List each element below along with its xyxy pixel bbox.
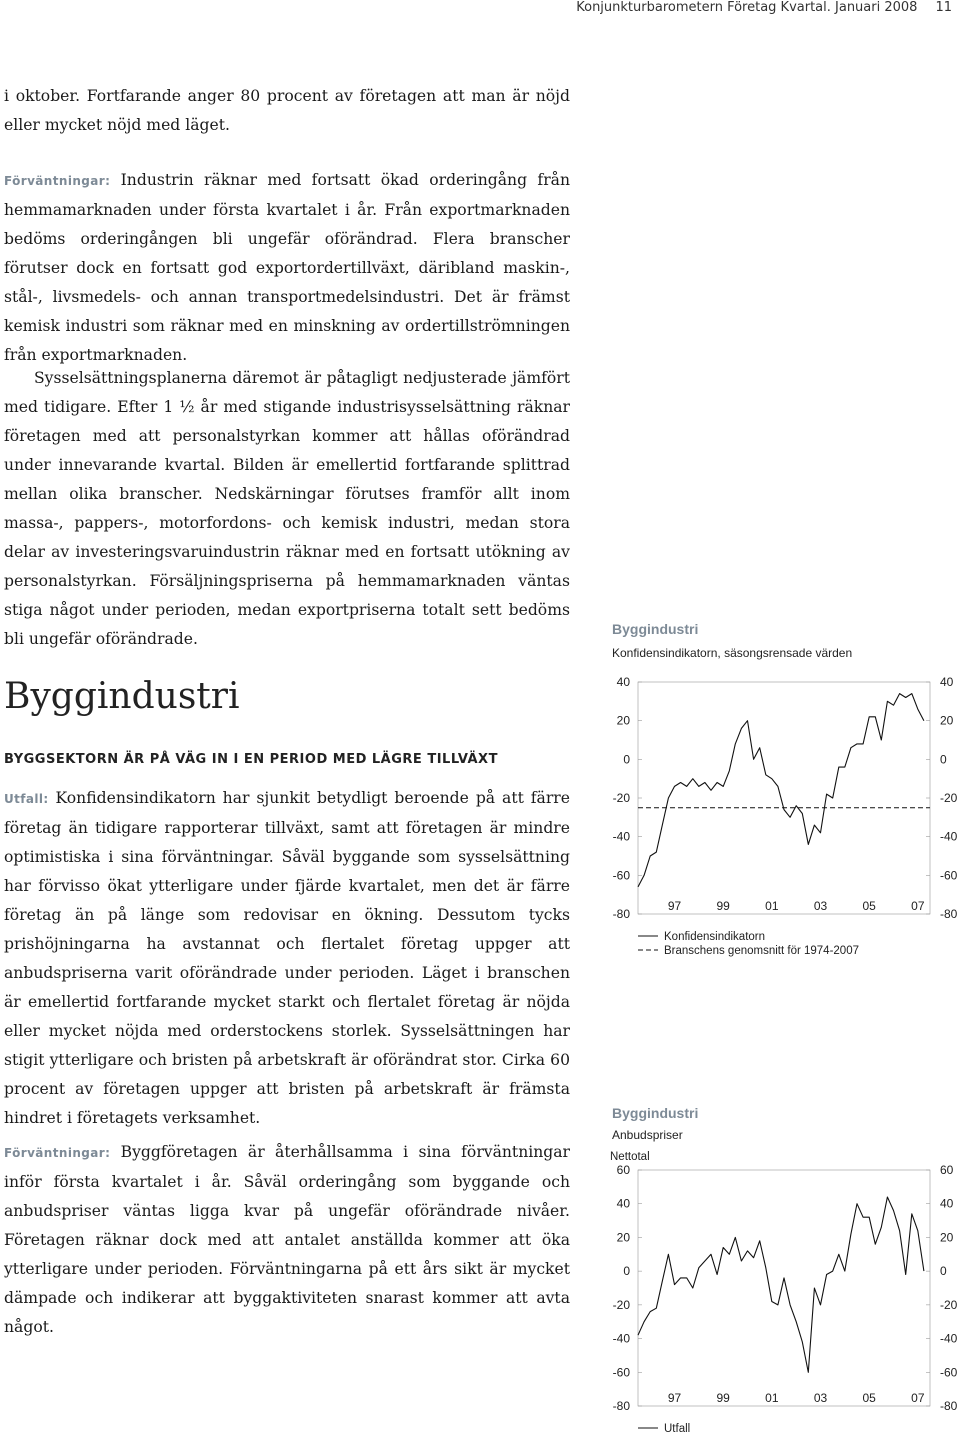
chart-title: Byggindustri xyxy=(612,621,699,637)
y-axis-label: Nettotal xyxy=(610,1151,650,1163)
x-tick-label: 99 xyxy=(716,1391,730,1405)
paragraph-text: Sysselsättningsplanerna däremot är påtagligt nedjusterade jämfört med tidigare. Efter 1 ½ år med stigande industrisysselsättning räknar företagen med att personalstyrkan kommer att hållas oförändrad under innevarande kvartal. Bilden är emellertid fortfarande splittrad mellan olika branscher. Nedskärningar förutses framför allt inom massa-, pappers-, motorfordons- och kemisk industri, medan stora delar av investeringsvaruindustrin räknar med en fortsatt utökning av personalstyrkan. Försäljningspriserna på hemmamarknaden väntas stiga något under perioden, medan exportpriserna totalt sett bedöms bli ungefär oförändrade. xyxy=(4,369,570,648)
paragraph-outcome xyxy=(4,784,570,1133)
y-tick-label-right: -20 xyxy=(940,1297,958,1312)
y-tick-label-right: 20 xyxy=(940,713,954,728)
y-tick-label-left: -80 xyxy=(612,1399,630,1413)
y-tick-label-right: -80 xyxy=(940,1399,958,1413)
y-tick-label-right: 0 xyxy=(940,752,947,767)
x-tick-label: 97 xyxy=(667,1391,682,1405)
chart-subtitle: Konfidensindikatorn, säsongsrensade värden xyxy=(612,646,853,660)
page-number: 11 xyxy=(935,0,952,15)
y-tick-label-left: -60 xyxy=(612,868,630,883)
y-tick-label-right: -60 xyxy=(940,868,958,883)
y-tick-label-right: 0 xyxy=(940,1264,947,1279)
paragraph-expectations-construction xyxy=(4,1138,570,1342)
y-tick-label-left: 0 xyxy=(623,1264,630,1279)
x-tick-label: 97 xyxy=(667,899,682,913)
chart-confidence-indicator xyxy=(590,612,960,972)
x-tick-label: 05 xyxy=(862,899,876,913)
plot-frame xyxy=(638,682,930,914)
y-tick-label-left: -20 xyxy=(612,791,630,805)
x-tick-label: 07 xyxy=(911,1391,925,1405)
y-tick-label-left: -40 xyxy=(612,829,630,844)
paragraph-text: Industrin räknar med fortsatt ökad orderingång från hemmamarknaden under första kvartalet i år. Från exportmarknaden bedöms orderingången bli ungefär oförändrad. Flera branscher förutser dock en fortsatt god exportordertillväxt, däribland maskin-, stål-, livsmedels- och annan transportmedelsindustri. Det är främst kemisk industri som räknar med en minskning av ordertillströmningen från exportmarknaden. xyxy=(4,171,570,364)
running-header xyxy=(576,0,952,26)
running-header-title: Konjunkturbarometern Företag Kvartal. Januari 2008 xyxy=(576,0,918,15)
x-tick-label: 01 xyxy=(765,899,779,913)
legend-label: Konfidensindikatorn xyxy=(664,931,766,943)
x-tick-label: 05 xyxy=(862,1391,876,1405)
y-tick-label-left: 40 xyxy=(616,675,630,689)
paragraph-text: i oktober. Fortfarande anger 80 procent av företagen att man är nöjd eller mycket nöjd med läget. xyxy=(4,87,570,134)
series-line-1 xyxy=(638,694,924,887)
y-tick-label-right: -40 xyxy=(940,829,958,844)
y-tick-label-right: 60 xyxy=(940,1163,954,1177)
x-tick-label: 03 xyxy=(813,1391,828,1405)
y-tick-label-left: 60 xyxy=(616,1163,630,1177)
legend-label: Branschens genomsnitt för 1974-2007 xyxy=(664,945,859,957)
y-tick-label-left: -40 xyxy=(612,1331,630,1346)
legend-label: Utfall xyxy=(664,1423,691,1435)
paragraph-continuation xyxy=(4,82,570,140)
x-tick-label: 03 xyxy=(813,899,828,913)
y-tick-label-left: -60 xyxy=(612,1365,630,1380)
y-tick-label-right: -20 xyxy=(940,791,958,805)
y-tick-label-left: -80 xyxy=(612,907,630,921)
y-tick-label-left: 40 xyxy=(616,1196,630,1211)
x-tick-label: 99 xyxy=(716,899,730,913)
paragraph-expectations-industry xyxy=(4,166,570,370)
section-title: Byggindustri xyxy=(4,676,240,717)
y-tick-label-right: 40 xyxy=(940,1196,954,1211)
chart-title: Byggindustri xyxy=(612,1105,699,1121)
y-tick-label-right: 20 xyxy=(940,1230,954,1245)
y-tick-label-left: -20 xyxy=(612,1297,630,1312)
y-tick-label-right: -40 xyxy=(940,1331,958,1346)
y-tick-label-left: 20 xyxy=(616,1230,630,1245)
paragraph-label: Förväntningar: xyxy=(4,174,111,188)
paragraph-label: Utfall: xyxy=(4,792,49,806)
y-tick-label-right: 40 xyxy=(940,675,954,689)
y-tick-label-left: 20 xyxy=(616,713,630,728)
y-tick-label-right: -80 xyxy=(940,907,958,921)
x-tick-label: 01 xyxy=(765,1391,779,1405)
x-tick-label: 07 xyxy=(911,899,925,913)
y-tick-label-right: -60 xyxy=(940,1365,958,1380)
chart-tender-prices xyxy=(590,1098,960,1437)
paragraph-text: Byggföretagen är återhållsamma i sina förväntningar inför första kvartalet i år. Såväl orderingång som byggande och anbudspriser väntas ligga kvar på ungefär oförändrade nivåer. Företagen räknar dock med att antalet anställda kommer att öka ytterligare under perioden. Förväntningarna på ett års sikt är mycket dämpade och indikerar att byggaktiviteten snarast kommer att avta något. xyxy=(4,1143,570,1336)
section-subheading: BYGGSEKTORN ÄR PÅ VÄG IN I EN PERIOD MED LÄGRE TILLVÄXT xyxy=(4,752,498,767)
series-line-1 xyxy=(638,1197,924,1372)
y-tick-label-left: 0 xyxy=(623,752,630,767)
paragraph-text: Konfidensindikatorn har sjunkit betydligt beroende på att färre företag än tidigare rapporterar tillväxt, samt att företagen är mindre optimistiska i sina förväntningar. Såväl byggande som sysselsättning har förvisso ökat ytterligare under fjärde kvartalet, men det är färre företag än på länge som redovisar en ökning. Dessutom tycks prishöjningarna ha avstannat och flertalet företag uppger att anbudspriserna varit oförändrade under perioden. Läget i branschen är emellertid fortfarande mycket starkt och flertalet företag är nöjda eller mycket nöjda med orderstockens storlek. Sysselsättningen har stigit ytterligare och bristen på arbetskraft är oförändrat stor. Cirka 60 procent av företagen uppger att bristen på arbetskraft är främsta hindret i företagets verksamhet. xyxy=(4,789,570,1127)
paragraph-employment xyxy=(4,364,570,654)
paragraph-label: Förväntningar: xyxy=(4,1146,111,1160)
chart-subtitle: Anbudspriser xyxy=(612,1128,683,1142)
